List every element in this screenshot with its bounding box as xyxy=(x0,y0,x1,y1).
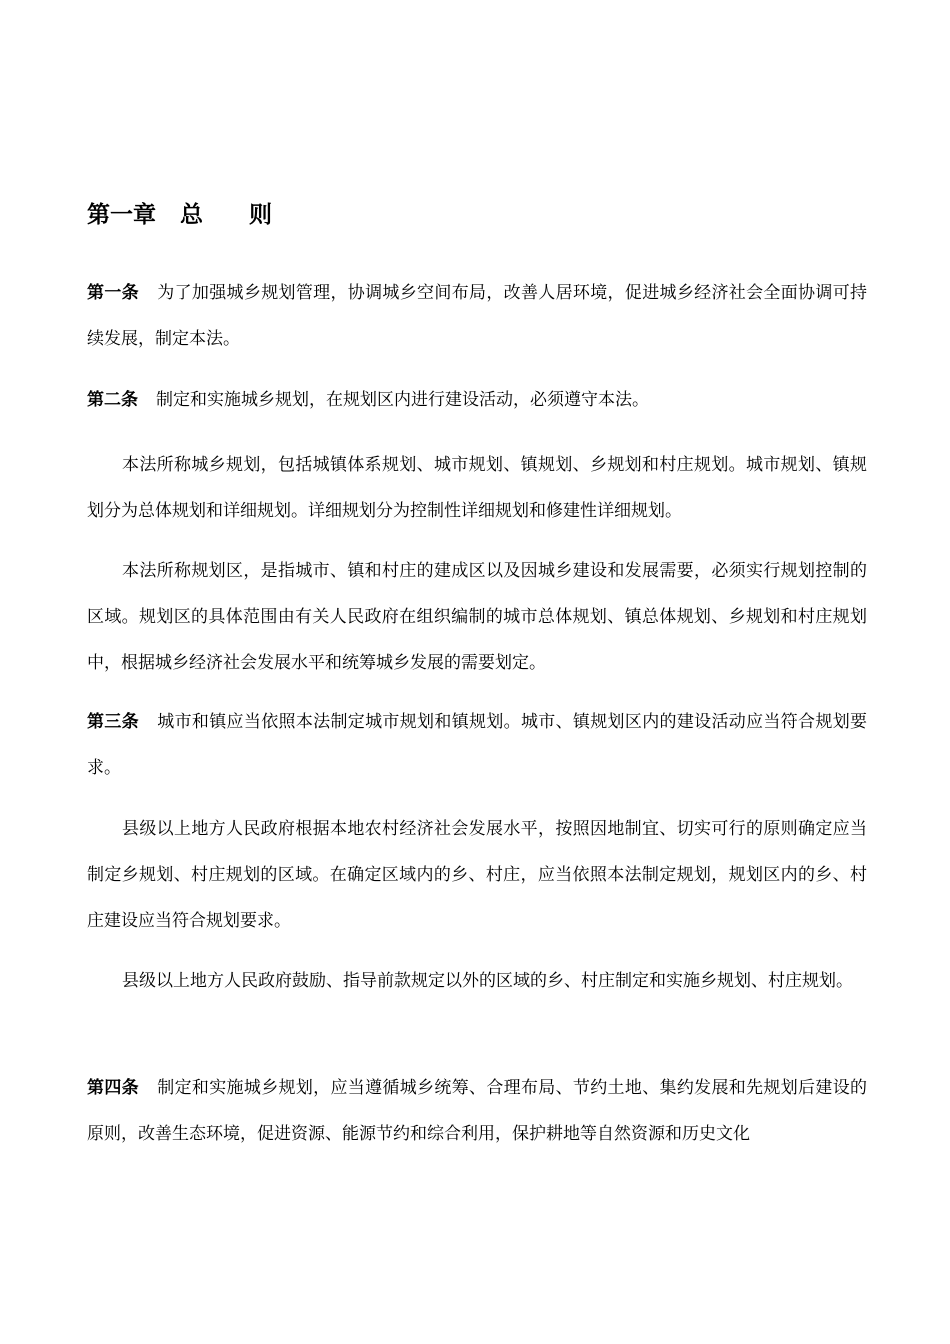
article-text: 城市和镇应当依照本法制定城市规划和镇规划。城市、镇规划区内的建设活动应当符合规划要求。 xyxy=(87,712,868,778)
chapter-title-part1: 总 xyxy=(180,201,203,228)
article-text: 本法所称规划区，是指城市、镇和村庄的建成区以及因城乡建设和发展需要，必须实行规划控制的区域。规划区的具体范围由有关人民政府在组织编制的城市总体规划、镇总体规划、乡规划和村庄规划中，根据城乡经济社会发展水平和统筹城乡发展的需要划定。 xyxy=(87,561,867,673)
chapter-number: 第一章 xyxy=(87,201,156,228)
article-text: 县级以上地方人民政府鼓励、指导前款规定以外的区域的乡、村庄制定和实施乡规划、村庄规划。 xyxy=(122,971,853,991)
article-4-paragraph xyxy=(87,1065,867,1157)
article-3-clause-3 xyxy=(87,958,867,1004)
article-3-clause-2 xyxy=(87,806,867,944)
article-text: 县级以上地方人民政府根据本地农村经济社会发展水平，按照因地制宜、切实可行的原则确定应当制定乡规划、村庄规划的区域。在确定区域内的乡、村庄，应当依照本法制定规划，规划区内的乡、村庄建设应当符合规划要求。 xyxy=(87,819,867,931)
article-label: 第三条 xyxy=(87,712,139,732)
article-1-paragraph xyxy=(87,270,867,362)
article-text: 制定和实施城乡规划，在规划区内进行建设活动，必须遵守本法。 xyxy=(156,390,649,410)
article-label: 第四条 xyxy=(87,1078,139,1098)
article-label: 第一条 xyxy=(87,283,139,303)
article-2-paragraph xyxy=(87,377,867,423)
article-label: 第二条 xyxy=(87,390,138,410)
article-text: 制定和实施城乡规划，应当遵循城乡统筹、合理布局、节约土地、集约发展和先规划后建设的原则，改善生态环境，促进资源、能源节约和综合利用，保护耕地等自然资源和历史文化 xyxy=(87,1078,868,1144)
chapter-title-part2: 则 xyxy=(249,201,272,228)
chapter-heading xyxy=(87,196,272,229)
article-text: 为了加强城乡规划管理，协调城乡空间布局，改善人居环境，促进城乡经济社会全面协调可持续发展，制定本法。 xyxy=(87,283,868,349)
article-2-clause-3 xyxy=(87,548,867,686)
article-3-paragraph xyxy=(87,699,867,791)
article-2-clause-2 xyxy=(87,442,867,534)
article-text: 本法所称城乡规划，包括城镇体系规划、城市规划、镇规划、乡规划和村庄规划。城市规划、镇规划分为总体规划和详细规划。详细规划分为控制性详细规划和修建性详细规划。 xyxy=(87,455,867,521)
